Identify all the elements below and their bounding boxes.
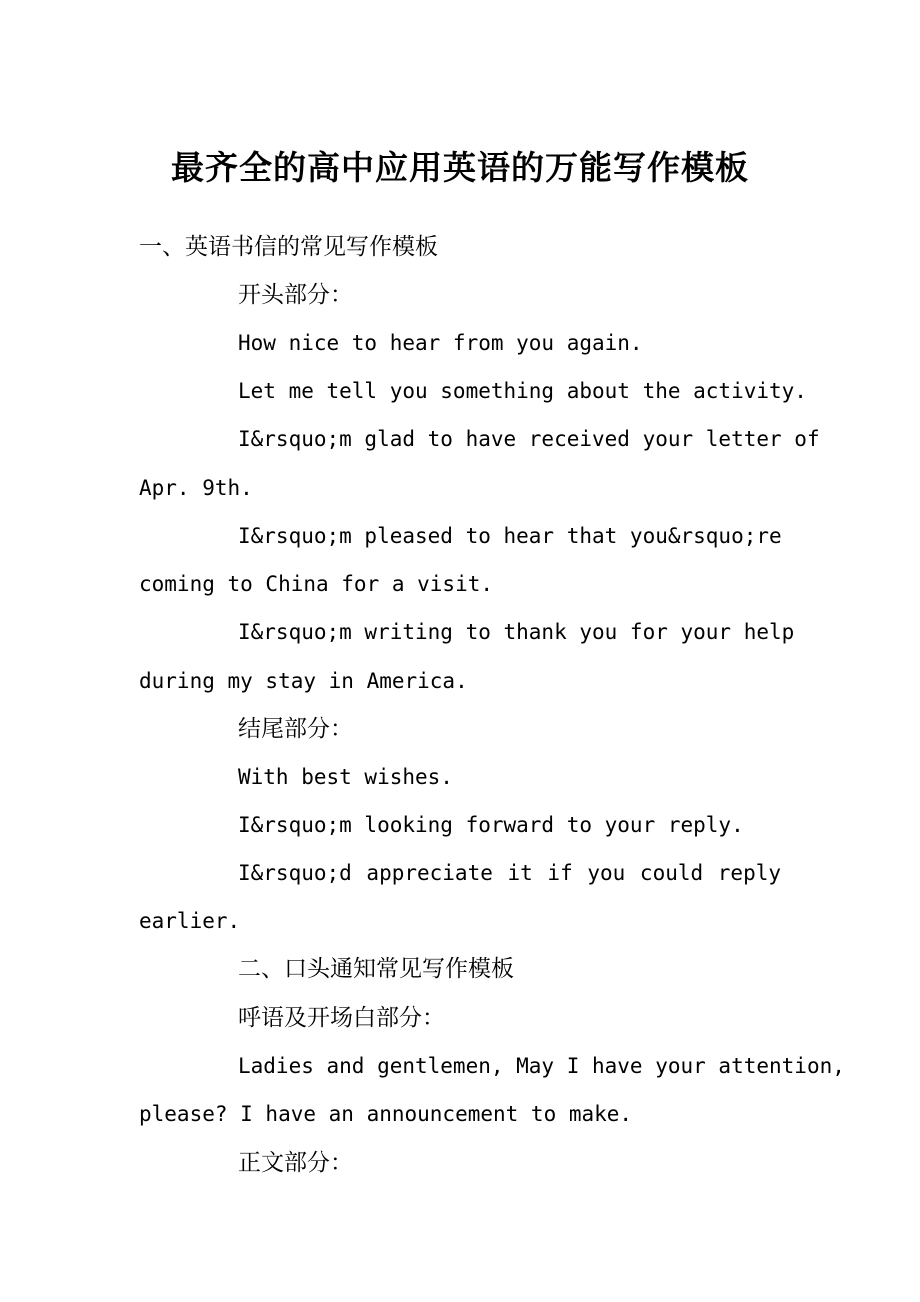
section-heading-notice: 二、口头通知常见写作模板: [238, 956, 514, 982]
text-line: Ladies and gentlemen, May I have your attention,: [238, 1054, 845, 1078]
text-line: I&rsquo;d appreciate it if you could reply: [238, 861, 781, 885]
subheading-closing: 结尾部分：: [238, 716, 353, 742]
text-line: coming to China for a visit.: [139, 572, 494, 596]
text-line: I&rsquo;m pleased to hear that you&rsquo;re: [238, 524, 782, 548]
section-heading-letter: 一、英语书信的常见写作模板: [139, 234, 438, 260]
text-line: earlier.: [139, 909, 241, 933]
text-line: Let me tell you something about the activity.: [238, 379, 807, 403]
subheading-opening: 开头部分：: [238, 282, 353, 308]
text-line: With best wishes.: [238, 765, 453, 789]
text-line: during my stay in America.: [139, 669, 468, 693]
document-title: 最齐全的高中应用英语的万能写作模板: [171, 148, 749, 187]
text-line: How nice to hear from you again.: [238, 331, 643, 355]
text-line: Apr. 9th.: [139, 476, 253, 500]
text-line: I&rsquo;m writing to thank you for your help: [238, 620, 795, 644]
subheading-body: 正文部分：: [238, 1150, 353, 1176]
subheading-greeting: 呼语及开场白部分：: [238, 1005, 445, 1031]
text-line: I&rsquo;m looking forward to your reply.: [238, 813, 744, 837]
text-line: I&rsquo;m glad to have received your letter of: [238, 427, 820, 451]
text-line: please? I have an announcement to make.: [139, 1102, 633, 1126]
